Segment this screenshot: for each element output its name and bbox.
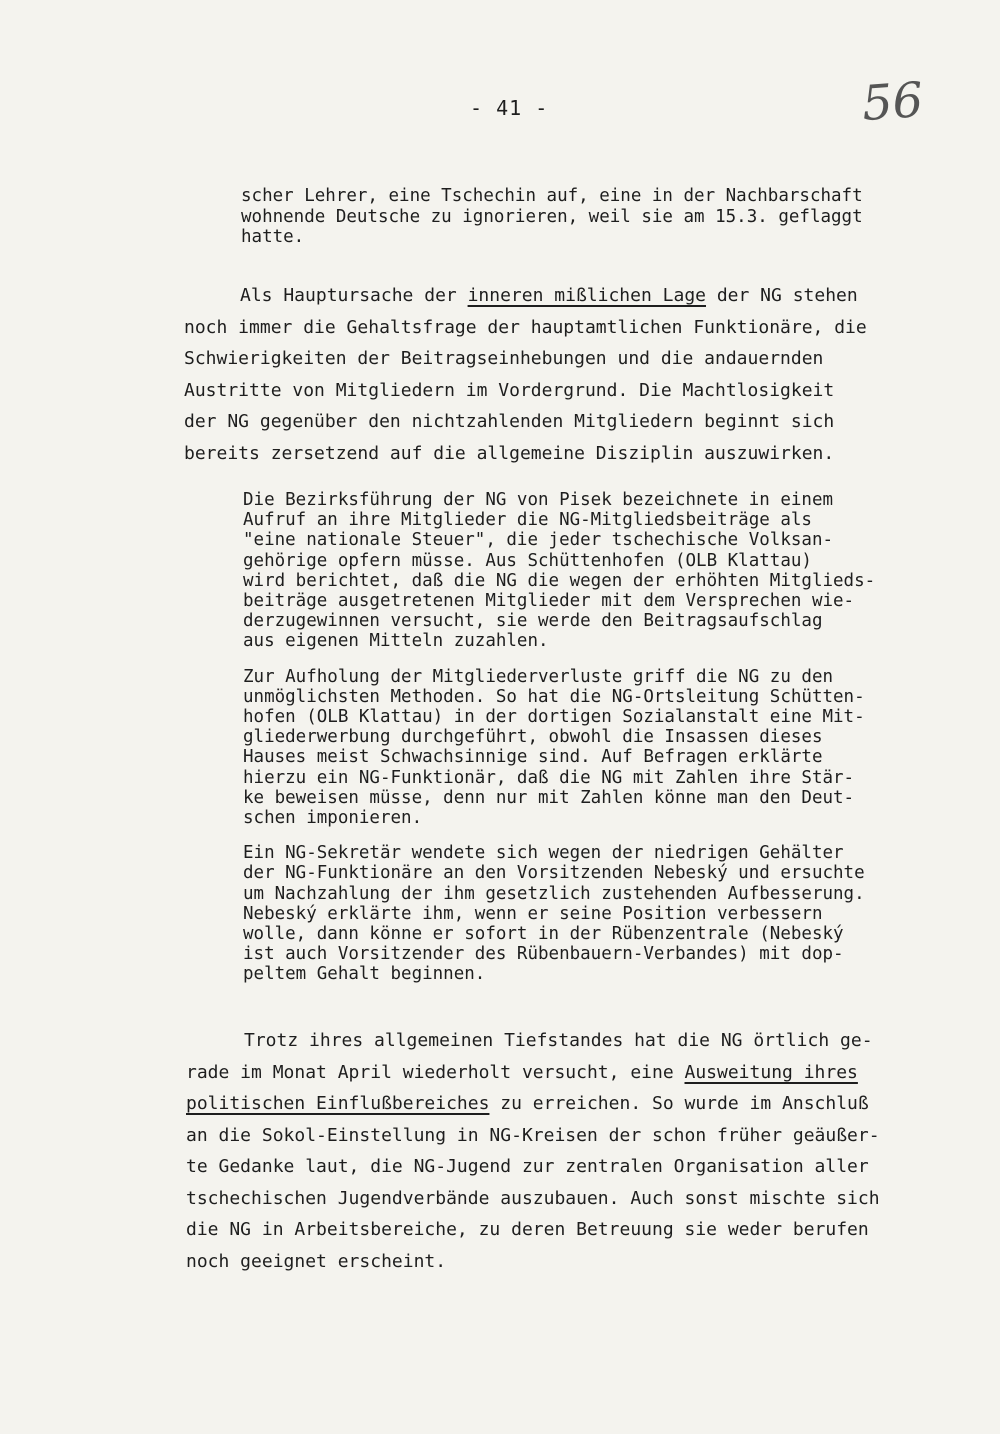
handwritten-archive-number: 56 <box>860 71 925 133</box>
text-line: wird berichtet, daß die NG die wegen der erhöhten Mitglieds- <box>243 570 876 591</box>
text-line: Hauses meist Schwachsinnige sind. Auf Befragen erklärte <box>243 747 823 768</box>
text-line: noch geeignet erscheint. <box>186 1250 447 1272</box>
paragraph-continuation <box>241 186 863 248</box>
text-line: gliederwerbung durchgeführt, obwohl die Insassen dieses <box>243 727 823 748</box>
text-line: um Nachzahlung der ihm gesetzlich zustehenden Aufbesserung. <box>243 883 865 904</box>
text-line: beiträge ausgetretenen Mitglieder mit dem Versprechen wie- <box>243 591 855 612</box>
paragraph-causes <box>184 280 867 469</box>
text-line: hofen (OLB Klattau) in der dortigen Sozialanstalt eine Mit- <box>243 707 865 728</box>
text-line: der NG gegenüber den nichtzahlenden Mitgliedern beginnt sich <box>184 411 835 432</box>
underlined-phrase: Ausweitung ihres <box>684 1061 858 1083</box>
text-line: wolle, dann könne er sofort in der Rübenzentrale (Nebeský <box>243 924 844 945</box>
text-line: wohnende Deutsche zu ignorieren, weil sie am 15.3. geflaggt <box>241 206 863 227</box>
text-segment: rade im Monat April wiederholt versucht, eine <box>186 1061 685 1083</box>
text-line <box>186 1025 880 1057</box>
text-line: Aufruf an ihre Mitglieder die NG-Mitgliedsbeiträge als <box>243 510 812 531</box>
text-line: te Gedanke laut, die NG-Jugend zur zentralen Organisation aller <box>186 1156 869 1177</box>
report-paragraph-secretary <box>243 843 875 984</box>
text-line: Nebeský erklärte ihm, wenn er seine Position verbessern <box>243 903 823 924</box>
paragraph-expansion <box>186 1025 880 1277</box>
text-line: aus eigenen Mitteln zuzahlen. <box>243 631 549 652</box>
text-line: bereits zersetzend auf die allgemeine Disziplin auszuwirken. <box>184 442 835 464</box>
report-paragraph-pisek <box>243 490 875 652</box>
text-line: derzugewinnen versucht, sie werde den Beitragsaufschlag <box>243 611 823 632</box>
report-paragraph-schuettenhofen <box>243 667 875 829</box>
text-line: unmöglichsten Methoden. So hat die NG-Ortsleitung Schütten- <box>243 686 865 707</box>
text-line: gehörige opfern müsse. Aus Schüttenhofen (OLB Klattau) <box>243 550 812 571</box>
text-segment: zu erreichen. So wurde im Anschluß <box>489 1093 869 1114</box>
text-line: ke beweisen müsse, denn nur mit Zahlen könne man den Deut- <box>243 787 855 808</box>
text-line: Ein NG-Sekretär wendete sich wegen der niedrigen Gehälter <box>243 843 844 864</box>
text-line: hierzu ein NG-Funktionär, daß die NG mit Zahlen ihre Stär- <box>243 767 855 788</box>
text-line: an die Sokol-Einstellung in NG-Kreisen der schon früher geäußer- <box>186 1124 880 1146</box>
text-line: Die Bezirksführung der NG von Pisek bezeichnete in einem <box>243 490 834 510</box>
text-line: ist auch Vorsitzender des Rübenbauern-Verbandes) mit dop- <box>243 944 844 965</box>
page-number: - 41 - <box>470 96 549 120</box>
text-line: Zur Aufholung der Mitgliederverluste griff die NG zu den <box>243 666 834 687</box>
text-line: hatte. <box>241 227 305 247</box>
text-line: schen imponieren. <box>243 808 423 829</box>
text-line: der NG-Funktionäre an den Vorsitzenden Nebeský und ersuchte <box>243 863 865 884</box>
text-line: "eine nationale Steuer", die jeder tschechische Volksan- <box>243 530 834 551</box>
text-line: die NG in Arbeitsbereiche, zu deren Betreuung sie weder berufen <box>186 1219 869 1240</box>
text-line <box>186 1057 880 1089</box>
text-segment: Als Hauptursache der <box>240 285 468 306</box>
text-line: peltem Gehalt beginnen. <box>243 964 486 985</box>
text-line: Austritte von Mitgliedern im Vordergrund. Die Machtlosigkeit <box>184 379 835 401</box>
text-line <box>186 1088 880 1120</box>
text-line: Schwierigkeiten der Beitragseinhebungen und die andauernden <box>184 348 824 369</box>
text-segment: der NG stehen <box>706 285 858 306</box>
underlined-phrase: politischen Einflußbereiches <box>186 1093 490 1114</box>
text-segment: Trotz ihres allgemeinen Tiefstandes hat die NG örtlich ge- <box>244 1030 873 1051</box>
text-line: scher Lehrer, eine Tschechin auf, eine in der Nachbarschaft <box>241 186 863 206</box>
text-line: tschechischen Jugendverbände auszubauen. Auch sonst mischte sich <box>186 1187 880 1209</box>
indented-reports <box>243 490 875 1000</box>
text-line: noch immer die Gehaltsfrage der hauptamtlichen Funktionäre, die <box>184 316 867 338</box>
underlined-phrase: inneren mißlichen Lage <box>467 285 706 306</box>
text-line <box>184 280 867 312</box>
